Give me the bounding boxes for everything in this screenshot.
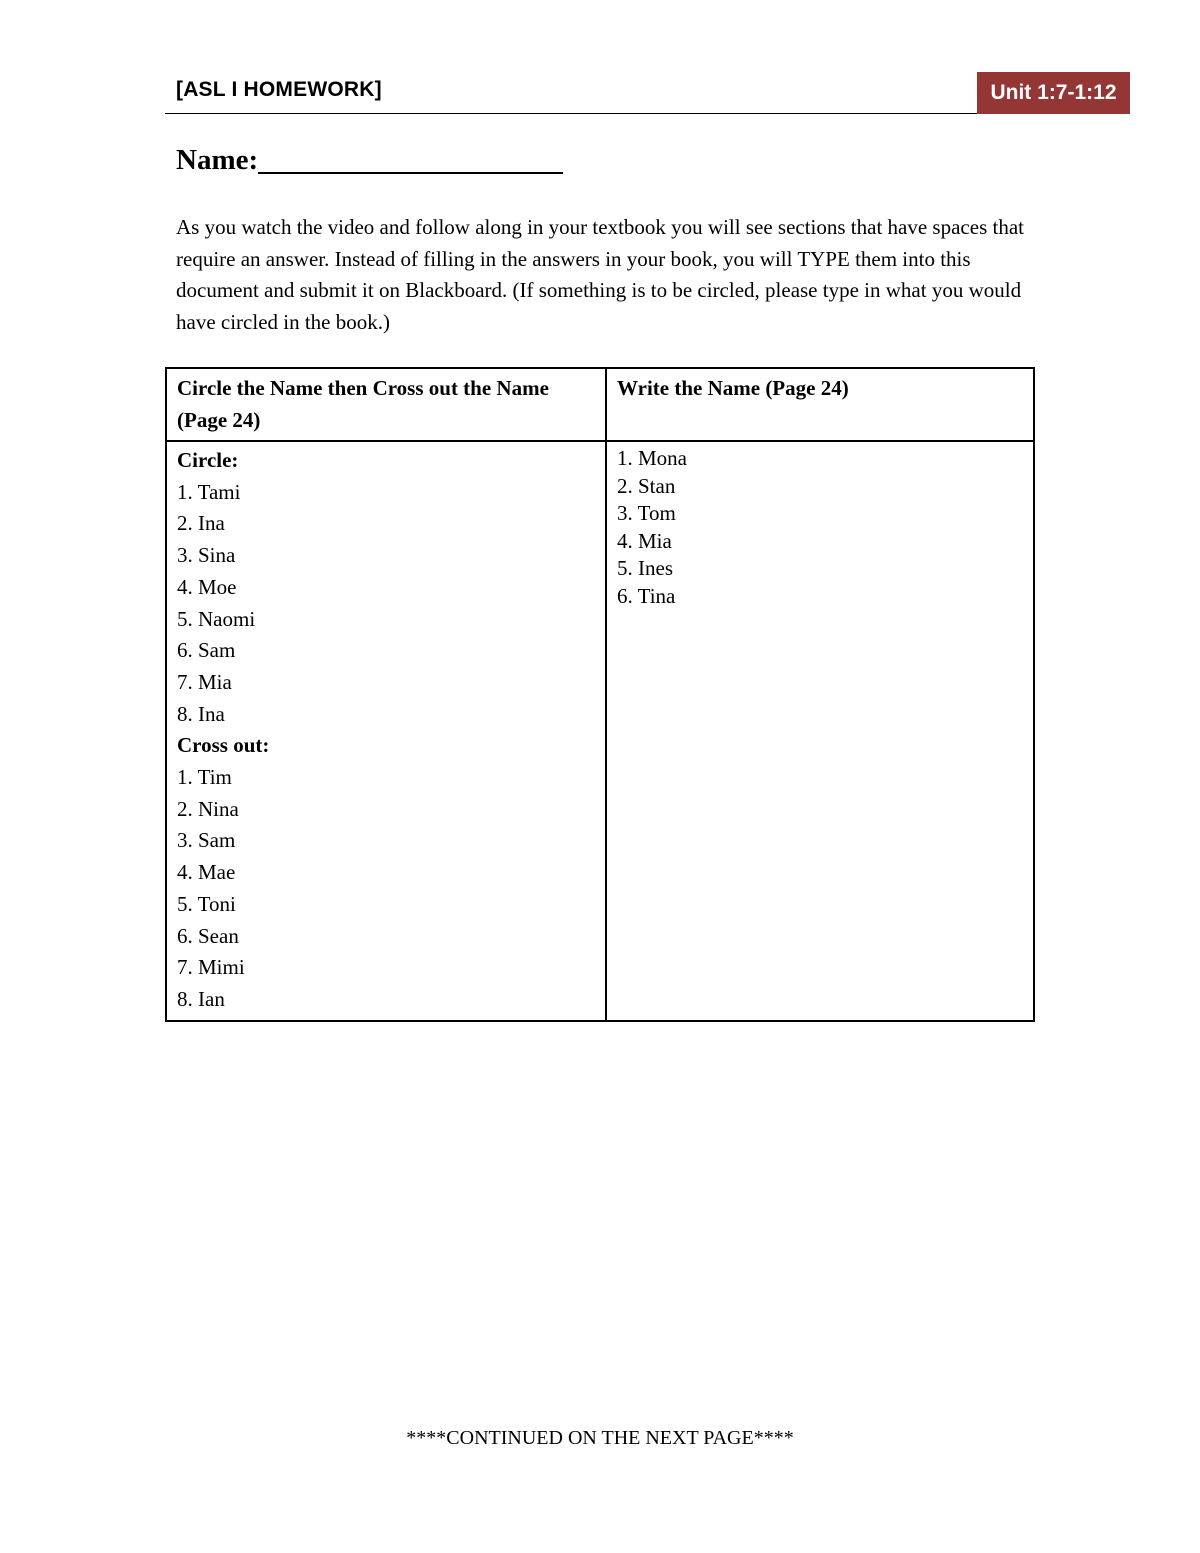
name-label: Name:: [176, 144, 259, 176]
write-name-item: 1. Mona: [617, 446, 687, 470]
circle-item: 6. Sam: [177, 638, 236, 663]
header-circle-cross: Circle the Name then Cross out the Name (Page 24): [166, 368, 606, 441]
cross-out-item: 1. Tim: [177, 765, 232, 790]
write-name-item: 5. Ines: [617, 556, 673, 581]
instructions-paragraph: As you watch the video and follow along in your textbook you will see sections that have spaces that require an answer. Instead of filling in the answers in your book, you will TYPE them into this document and submit it on Blackboard. (If something is to be circled, please type in what you would have circled in the book.): [176, 215, 1024, 334]
circle-item: 3. Sina: [177, 543, 236, 568]
table-header-row: [166, 368, 1034, 441]
write-name-item: 6. Tina: [617, 583, 676, 608]
circle-item: 2. Ina: [177, 511, 225, 536]
cross-out-item: 3. Sam: [177, 828, 236, 853]
header-rule: [165, 113, 978, 114]
circle-label: Circle:: [177, 448, 239, 472]
circle-cross-cell[interactable]: [166, 441, 606, 1021]
cross-out-item: 4. Mae: [177, 860, 236, 885]
circle-item: 4. Moe: [177, 574, 237, 599]
table-body-row: [166, 441, 1034, 1021]
write-name-item: 2. Stan: [617, 473, 676, 498]
cross-out-item: 5. Toni: [177, 891, 236, 916]
header-write-name: Write the Name (Page 24): [606, 368, 1034, 441]
document-header-title: [ASL I HOMEWORK]: [176, 78, 382, 101]
write-name-item: 3. Tom: [617, 501, 676, 526]
continued-footer: ****CONTINUED ON THE NEXT PAGE****: [406, 1427, 794, 1449]
cross-out-item: 6. Sean: [177, 923, 239, 948]
circle-item: 7. Mia: [177, 669, 232, 694]
names-table: [165, 367, 1035, 1022]
name-blank-line[interactable]: [258, 172, 563, 174]
cross-out-label: Cross out:: [177, 733, 270, 758]
circle-item: 8. Ina: [177, 701, 225, 726]
write-name-cell[interactable]: [606, 441, 1034, 1021]
cross-out-item: 2. Nina: [177, 796, 239, 821]
name-field-row: [176, 142, 563, 178]
cross-out-item: 7. Mimi: [177, 955, 245, 980]
unit-badge: Unit 1:7-1:12: [977, 72, 1130, 114]
cross-out-item: 8. Ian: [177, 986, 225, 1011]
circle-item: 5. Naomi: [177, 606, 256, 631]
write-name-item: 4. Mia: [617, 528, 672, 553]
circle-item: 1. Tami: [177, 479, 241, 504]
